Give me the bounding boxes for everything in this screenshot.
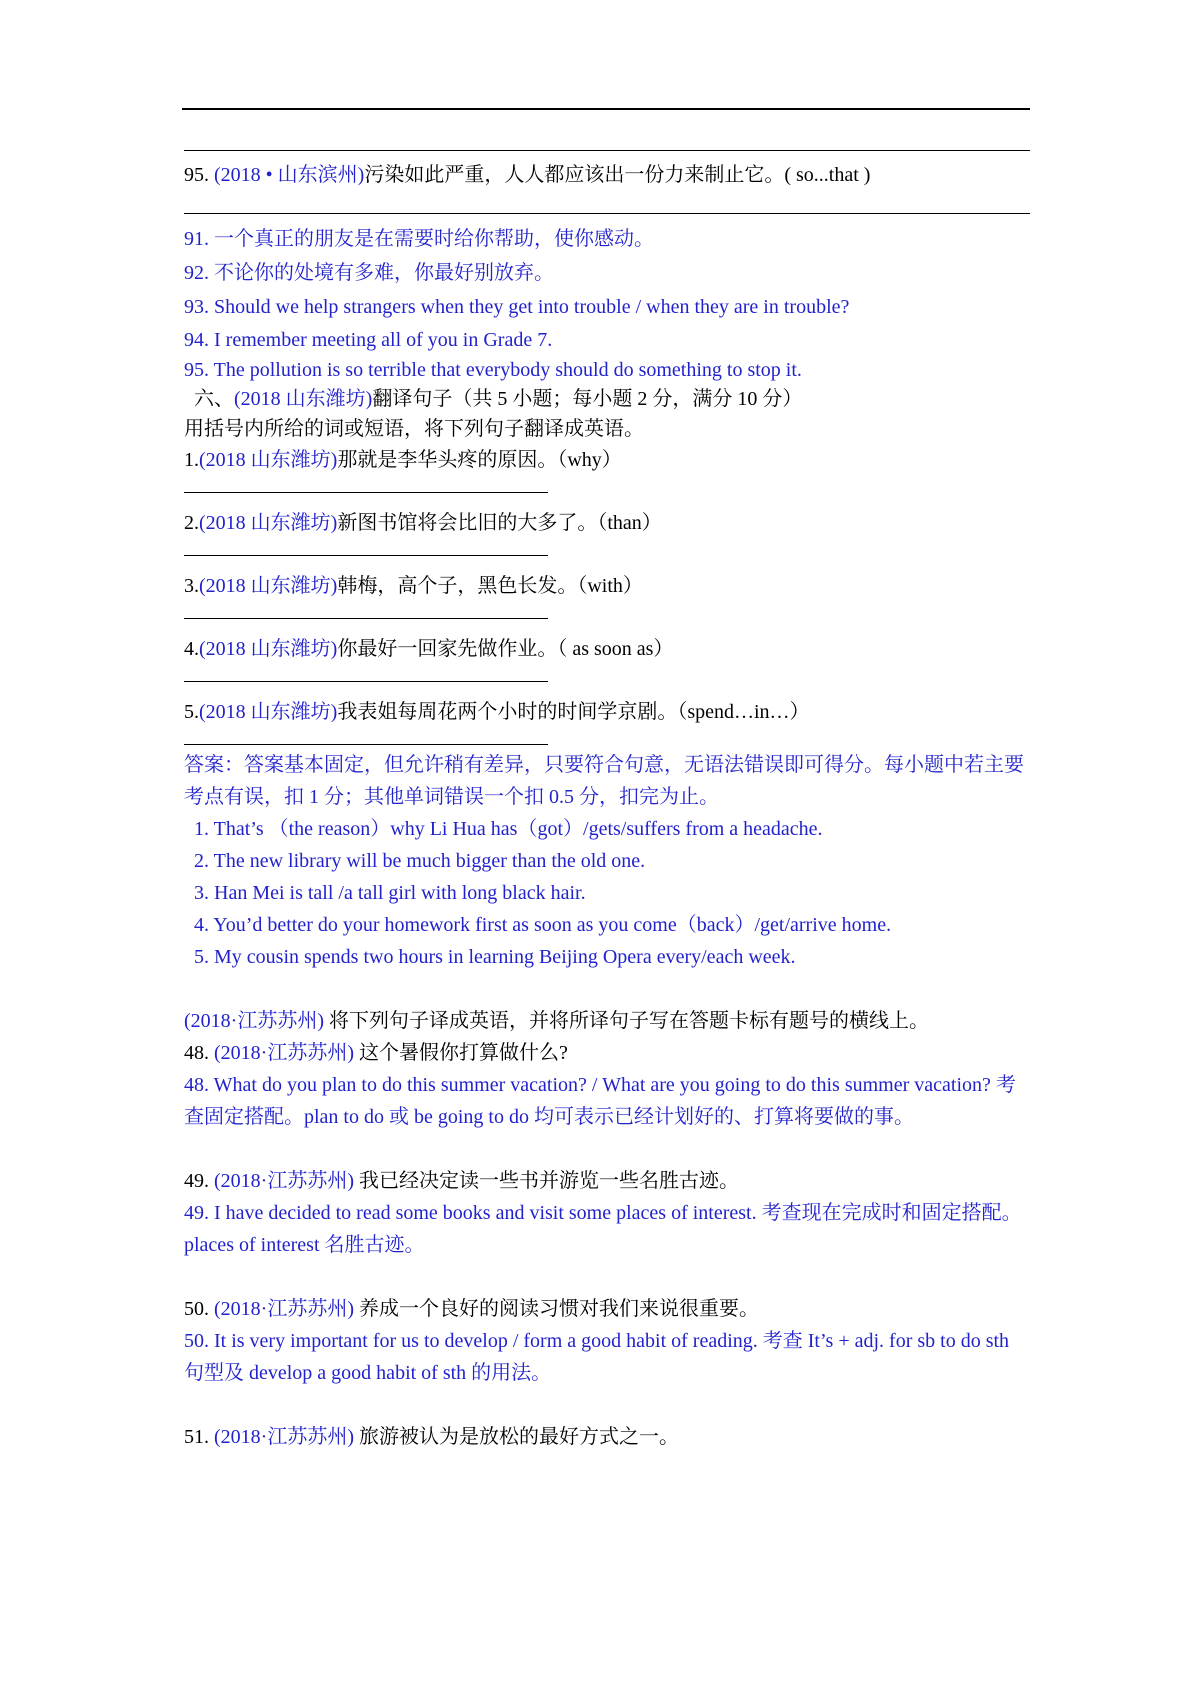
section-6-item-1: 1.(2018 山东潍坊)那就是李华头疼的原因。（why） (184, 444, 1034, 493)
answer-blank (184, 555, 548, 556)
header-rule (182, 108, 1030, 110)
section-6-title: 翻译句子（共 5 小题；每小题 2 分，满分 10 分） (372, 388, 803, 410)
answer-blank (184, 681, 548, 682)
document-content (184, 150, 1034, 1453)
suzhou-question-48: 48. (2018·江苏苏州) 这个暑假你打算做什么? 48. What do you plan to do this summer vacation? / What are you going to do this summer vacation? 考查固定搭配。plan to do 或 be going to do 均可表示已经计划好的、打算将要做的事。 (184, 1037, 1034, 1133)
answer-91: 91. 一个真正的朋友是在需要时给你帮助，使你感动。 (184, 228, 654, 250)
answer-94: 94. I remember meeting all of you in Grade 7. (184, 329, 553, 351)
section-6-answer-3: 3. Han Mei is tall /a tall girl with long black hair. (194, 882, 586, 904)
answer-95: 95. The pollution is so terrible that everybody should do something to stop it. (184, 359, 802, 381)
suzhou-instruction: (2018·江苏苏州) 将下列句子译成英语，并将所译句子写在答题卡标有题号的横线上。 (184, 1010, 929, 1032)
suzhou-answer-48: 48. What do you plan to do this summer vacation? / What are you going to do this summer vacation? 考查固定搭配。plan to do 或 be going to do 均可表示已经计划好的、打算将要做的事。 (184, 1074, 1016, 1128)
answer-blank (184, 744, 548, 745)
question-95-text: 污染如此严重，人人都应该出一份力来制止它。( so...that ) (364, 164, 871, 186)
answer-blank (184, 492, 548, 493)
suzhou-question-49: 49. (2018·江苏苏州) 我已经决定读一些书并游览一些名胜古迹。 49. I have decided to read some books and visit some places of interest. 考查现在完成时和固定搭配。places of interest 名胜古迹。 (184, 1165, 1034, 1261)
section-6-answer-note: 答案：答案基本固定，但允许稍有差异，只要符合句意，无语法错误即可得分。每小题中若主要考点有误，扣 1 分；其他单词错误一个扣 0.5 分，扣完为止。 (184, 754, 1024, 808)
section-6-item-5: 5.(2018 山东潍坊)我表姐每周花两个小时的时间学京剧。（spend…in…） (184, 696, 1034, 745)
section-6-instruction: 用括号内所给的词或短语，将下列句子翻译成英语。 (184, 418, 644, 440)
answer-blank (184, 618, 548, 619)
suzhou-answer-50: 50. It is very important for us to develop / form a good habit of reading. 考查 It’s + adj. for sb to do sth 句型及 develop a good habit of sth 的用法。 (184, 1330, 1010, 1384)
answer-list-91-95 (184, 222, 1034, 384)
suzhou-question-51: 51. (2018·江苏苏州) 旅游被认为是放松的最好方式之一。 (184, 1426, 679, 1448)
section-6-item-3: 3.(2018 山东潍坊)韩梅，高个子，黑色长发。（with） (184, 570, 1034, 619)
section-6-item-4: 4.(2018 山东潍坊)你最好一回家先做作业。（ as soon as） (184, 633, 1034, 682)
answer-93: 93. Should we help strangers when they get into trouble / when they are in trouble? (184, 296, 850, 318)
section-6-answer-4: 4. You’d better do your homework first as soon as you come（back）/get/arrive home. (194, 914, 892, 936)
section-6-item-2: 2.(2018 山东潍坊)新图书馆将会比旧的大多了。（than） (184, 507, 1034, 556)
suzhou-answer-49: 49. I have decided to read some books and visit some places of interest. 考查现在完成时和固定搭配。places of interest 名胜古迹。 (184, 1202, 1022, 1256)
section-6-heading: 六、(2018 山东潍坊)翻译句子（共 5 小题；每小题 2 分，满分 10 分） (194, 388, 803, 410)
section-6-answer-5: 5. My cousin spends two hours in learning Beijing Opera every/each week. (194, 946, 796, 968)
question-95: 95. (2018 • 山东滨州)污染如此严重，人人都应该出一份力来制止它。( so...that ) (184, 164, 871, 186)
answer-92: 92. 不论你的处境有多难，你最好别放弃。 (184, 262, 554, 284)
suzhou-question-50: 50. (2018·江苏苏州) 养成一个良好的阅读习惯对我们来说很重要。 50. It is very important for us to develop / form a good habit of reading. 考查 It’s + adj. for sb to do sth 句型及 develop a good habit of sth 的用法。 (184, 1293, 1034, 1389)
section-6-answer-2: 2. The new library will be much bigger than the old one. (194, 850, 646, 872)
section-6-source: (2018 山东潍坊) (234, 388, 373, 410)
section-6-answer-1: 1. That’s （the reason）why Li Hua has（got）/gets/suffers from a headache. (194, 818, 823, 840)
question-95-source: (2018 • 山东滨州) (214, 164, 365, 186)
section-6-answers (184, 813, 1034, 973)
